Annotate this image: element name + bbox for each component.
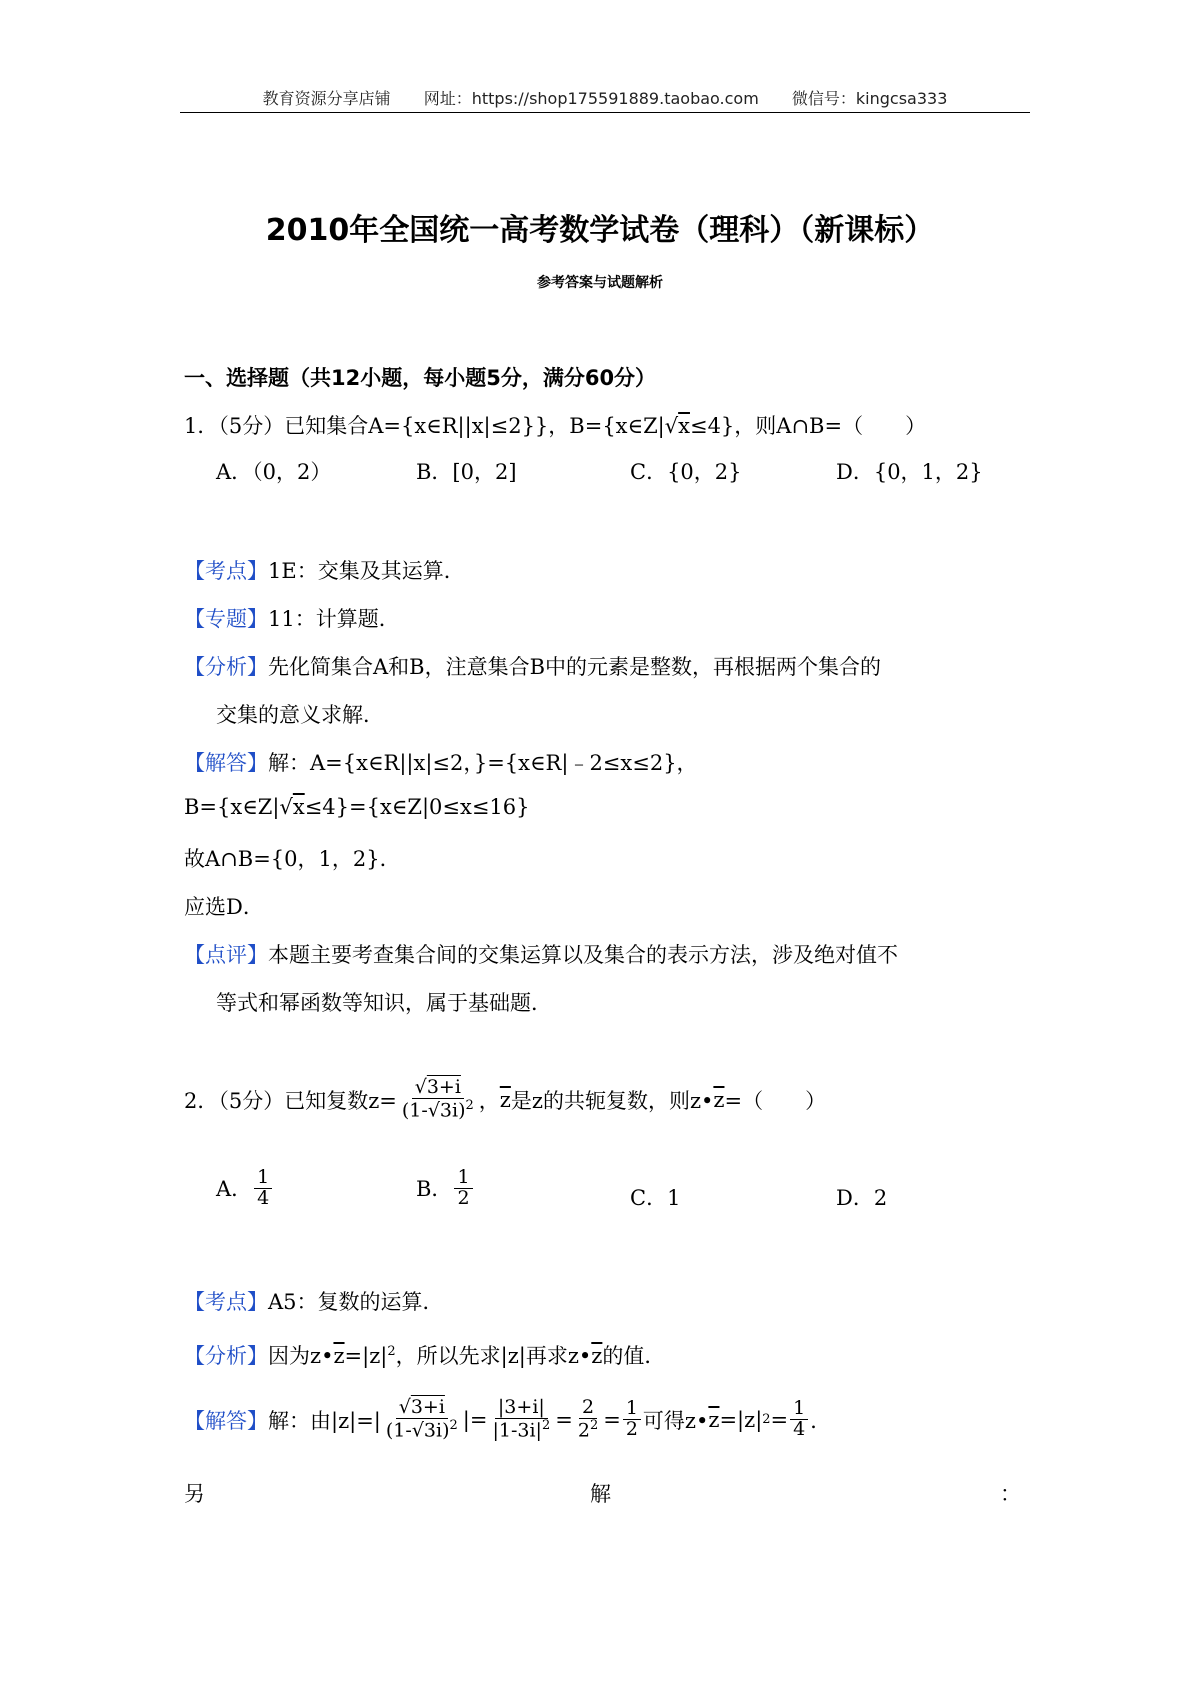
q2-stem-d: =（ ）	[724, 1088, 827, 1113]
q2-kaodian	[184, 1286, 444, 1316]
q1-option-d: D．{0，1，2}	[836, 460, 983, 484]
q2-jieda-e: =|z|	[719, 1407, 763, 1432]
q1-stem: 1．（5分）已知集合A={x∈R||x|≤2}}，B={x∈Z|√x≤4}，则A∩B=（ ）	[184, 414, 927, 438]
q1-jieda-2c: ≤4}={x∈Z|0≤x≤16}	[304, 795, 530, 819]
q1-jieda	[184, 747, 698, 777]
q2-stem-b: ，	[478, 1088, 500, 1113]
q2-fenxi	[184, 1340, 665, 1370]
q2-jieda-exp: 2	[762, 1412, 771, 1428]
q2-jieda-frac3-den	[575, 1419, 601, 1441]
q1-jieda-line2: B={x∈Z|√x≤4}={x∈Z|0≤x≤16}	[184, 795, 530, 819]
q1-zhuanti-text: 11：计算题．	[268, 607, 400, 631]
page-header	[180, 86, 1030, 109]
q2-jieda-f1-exp: 2	[449, 1417, 458, 1433]
q1-fenxi-line1: 先化简集合A和B，注意集合B中的元素是整数，再根据两个集合的	[268, 655, 882, 679]
q2-stem-a: 2．（5分）已知复数z=	[184, 1088, 397, 1113]
header-divider	[180, 112, 1030, 113]
q2-option-a-frac	[254, 1168, 272, 1209]
q2-stem-c: 是z的共轭复数，则z•	[510, 1088, 714, 1113]
q2-jieda-a: 解：由|z|=|	[268, 1408, 381, 1433]
q1-option-c: C．{0，2}	[630, 460, 742, 484]
section-heading: 一、选择题（共12小题，每小题5分，满分60分）	[184, 366, 657, 390]
q2-jie: 解	[590, 1482, 611, 1506]
document-title: 2010年全国统一高考数学试卷（理科）（新课标）	[265, 213, 935, 248]
q2-options	[0, 1168, 1200, 1228]
q2-option-d: D．2	[836, 1186, 888, 1210]
q2-option-b-num: 1	[454, 1168, 472, 1189]
q2-jieda-frac3-den-base: 2	[577, 1419, 590, 1442]
q1-dianping-line1: 本题主要考查集合间的交集运算以及集合的表示方法，涉及绝对值不	[268, 943, 898, 967]
header-url: 网址：https://shop175591889.taobao.com	[423, 89, 759, 108]
q2-jieda-eq2: =	[603, 1407, 621, 1432]
q2-jieda-c: =	[555, 1407, 573, 1432]
q2-stem	[184, 1078, 826, 1121]
q2-jieda-frac3-exp: 2	[589, 1417, 599, 1433]
q2-fraction	[399, 1078, 477, 1121]
document-subtitle: 参考答案与试题解析	[537, 275, 663, 291]
q1-dianping-tag: 【点评】	[184, 943, 268, 967]
q1-option-b: B．[0，2]	[416, 460, 517, 484]
q2-option-a-label: A．	[216, 1177, 253, 1202]
q2-frac-num: √3+i	[412, 1078, 464, 1099]
q2-option-a-den: 4	[257, 1186, 270, 1209]
q2-jieda-frac1-num: √3+i	[396, 1398, 448, 1419]
q2-option-c: C．1	[630, 1186, 681, 1210]
q2-fenxi-d: 的值．	[602, 1344, 666, 1368]
q1-jieda-line4: 应选D．	[184, 895, 264, 919]
q2-frac-den: $(1-√3i)^2$	[401, 1097, 474, 1122]
q2-kaodian-text: A5：复数的运算．	[268, 1290, 444, 1314]
q1-dianping-line2: 等式和幂函数等知识，属于基础题．	[216, 991, 552, 1015]
q2-jieda-f1-den-a: (1-	[385, 1419, 412, 1442]
q2-fenxi-zbar1: $\overline{z}$	[333, 1344, 345, 1368]
q2-jieda-f1-den-b: 3	[423, 1419, 437, 1442]
q2-option-a	[216, 1168, 274, 1209]
q1-stem-c: ≤4}，则A∩B=（ ）	[689, 414, 927, 438]
q2-jieda-f2-exp: 2	[541, 1417, 551, 1433]
q2-jieda-frac5-den: 4	[793, 1418, 806, 1441]
q1-zhuanti-tag: 【专题】	[184, 607, 268, 631]
q2-den-b: 3	[439, 1099, 453, 1122]
q2-jieda-tag: 【解答】	[184, 1408, 268, 1433]
q2-fenxi-tag: 【分析】	[184, 1344, 268, 1368]
q2-den-a: (1-	[401, 1099, 428, 1122]
q1-fenxi-line2: 交集的意义求解．	[216, 703, 384, 727]
q2-jieda-frac2-den	[489, 1419, 553, 1441]
q2-jieda-b: |=	[462, 1407, 488, 1432]
q2-jieda-frac1-num-text: 3+i	[410, 1396, 445, 1418]
q1-kaodian-text: 1E：交集及其运算．	[268, 559, 465, 583]
q1-jieda-line1: 解：A={x∈R||x|≤2，}={x∈R|﹣2≤x≤2}，	[268, 751, 698, 775]
q2-jieda-frac1-den: $(1-√3i)^2$	[385, 1417, 458, 1442]
q1-dianping	[184, 939, 898, 969]
q1-jieda-line3: 故A∩B={0，1，2}．	[184, 847, 401, 871]
header-shop: 教育资源分享店铺	[262, 89, 391, 108]
q2-den-exp: 2	[465, 1097, 474, 1113]
q1-jieda-tag: 【解答】	[184, 751, 268, 775]
q1-stem-a: 1．（5分）已知集合A={x∈R||x|≤2}}，B={x∈Z|	[184, 414, 665, 438]
q2-frac-num-text: 3+i	[426, 1076, 461, 1098]
header-wechat: 微信号：kingcsa333	[791, 89, 948, 108]
q2-option-b-label: B．	[416, 1177, 453, 1202]
q2-fenxi-c: ，所以先求|z|再求z•	[395, 1344, 592, 1368]
q1-fenxi-tag: 【分析】	[184, 655, 268, 679]
q2-option-b-frac	[454, 1168, 472, 1209]
q2-jieda-f: =	[770, 1407, 789, 1432]
q2-jieda-g: ．	[810, 1408, 832, 1433]
q1-jieda-sqrt-x: x	[292, 795, 305, 819]
q2-jieda-frac4	[623, 1399, 641, 1440]
q1-kaodian-tag: 【考点】	[184, 559, 268, 583]
q1-option-a: A．（0，2）	[216, 460, 332, 484]
q2-option-a-num: 1	[254, 1168, 272, 1189]
q1-jieda-2a: B={x∈Z|	[184, 795, 280, 819]
q1-options	[0, 456, 1200, 486]
q2-jieda-frac4-num: 1	[623, 1399, 641, 1420]
q2-jieda-d: 可得z•	[642, 1408, 709, 1433]
q1-zhuanti	[184, 603, 400, 633]
q2-colon: ：	[1000, 1482, 1021, 1506]
q1-fenxi	[184, 651, 881, 681]
q2-jieda-frac3-num: 2	[579, 1398, 597, 1419]
q2-option-b	[416, 1168, 475, 1209]
q2-jieda-frac4-den: 2	[625, 1418, 638, 1441]
q2-fenxi-b: =|z|	[344, 1344, 388, 1368]
q2-jieda-frac2-den-text: |1-3i|	[492, 1419, 542, 1442]
q2-ling: 另	[184, 1482, 205, 1506]
q2-jieda-frac2-num: |3+i|	[495, 1398, 548, 1419]
q2-jieda	[184, 1398, 831, 1441]
q2-jieda-frac5-num: 1	[790, 1399, 808, 1420]
q2-fenxi-exp: 2	[387, 1344, 396, 1359]
q2-jieda-zbar: $\overline{z}$	[708, 1407, 720, 1432]
q1-kaodian	[184, 555, 465, 585]
q2-option-b-den: 2	[457, 1186, 470, 1209]
q1-sqrt-x: x	[678, 414, 690, 438]
q2-jieda-f1-den-c: i)	[436, 1419, 450, 1442]
q2-kaodian-tag: 【考点】	[184, 1290, 268, 1314]
q2-jieda-frac3	[575, 1398, 601, 1441]
q2-fenxi-zbar2: $\overline{z}$	[591, 1344, 603, 1368]
q2-jieda-frac1	[383, 1398, 461, 1441]
q2-stem-zbar: $\overline{z}$	[713, 1087, 725, 1112]
q2-den-c: i)	[452, 1099, 466, 1122]
q2-jieda-frac2	[489, 1398, 553, 1441]
q2-zbar: $\overline{z}$	[499, 1087, 511, 1112]
q2-fenxi-a: 因为z•	[268, 1344, 334, 1368]
q2-jieda-frac5	[790, 1399, 808, 1440]
